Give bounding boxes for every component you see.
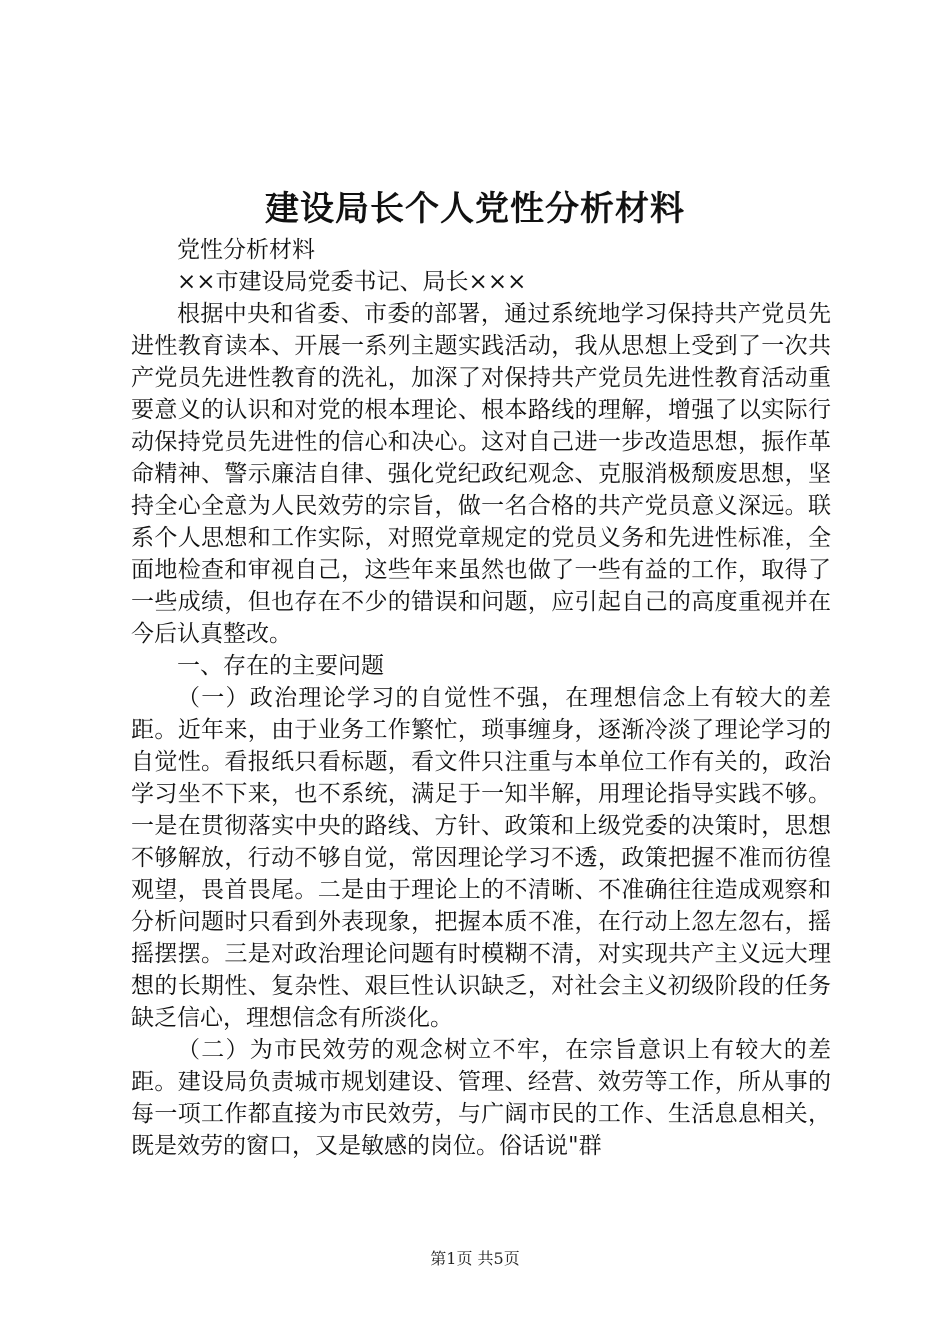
intro-paragraph: 根据中央和省委、市委的部署，通过系统地学习保持共产党员先进性教育读本、开展一系列主题实践活动，我从思想上受到了一次共产党员先进性教育的洗礼，加深了对保持共产党员先进性教育活动重要意义的认识和对党的根本理论、根本路线的理解，增强了以实际行动保持党员先进性的信心和决心。这对自己进一步改造思想，振作革命精神、警示廉洁自律、强化党纪政纪观念、克服消极颓废思想，坚持全心全意为人民效劳的宗旨，做一名合格的共产党员意义深远。联系个人思想和工作实际，对照党章规定的党员义务和先进性标准，全面地检查和审视自己，这些年来虽然也做了一些有益的工作，取得了一些成绩，但也存在不少的错误和问题，应引起自己的高度重视并在今后认真整改。 bbox=[131, 301, 831, 647]
author-line: ××市建设局党委书记、局长××× bbox=[177, 269, 527, 295]
problem-1-paragraph: （一）政治理论学习的自觉性不强，在理想信念上有较大的差距。近年来，由于业务工作繁忙，琐事缠身，逐渐冷淡了理论学习的自觉性。看报纸只看标题，看文件只注重与本单位工作有关的，政治学习坐不下来，也不系统，满足于一知半解，用理论指导实践不够。一是在贯彻落实中央的路线、方针、政策和上级党委的决策时，思想不够解放，行动不够自觉，常因理论学习不透，政策把握不准而彷徨观望，畏首畏尾。二是由于理论上的不清晰、不准确往往造成观察和分析问题时只看到外表现象，把握本质不准，在行动上忽左忽右，摇摇摆摆。三是对政治理论问题有时模糊不清，对实现共产主义远大理想的长期性、复杂性、艰巨性认识缺乏，对社会主义初级阶段的任务缺乏信心，理想信念有所淡化。 bbox=[131, 685, 831, 1031]
document-body bbox=[131, 234, 831, 1162]
page-number-footer: 第1页 共5页 bbox=[430, 1249, 520, 1268]
section-heading: 一、存在的主要问题 bbox=[177, 653, 384, 679]
problem-2-paragraph: （二）为市民效劳的观念树立不牢，在宗旨意识上有较大的差距。建设局负责城市规划建设、管理、经营、效劳等工作，所从事的每一项工作都直接为市民效劳，与广阔市民的工作、生活息息相关，既是效劳的窗口，又是敏感的岗位。俗话说"群 bbox=[131, 1037, 831, 1159]
document-title: 建设局长个人党性分析材料 bbox=[265, 189, 685, 229]
subtitle-line: 党性分析材料 bbox=[177, 237, 315, 263]
